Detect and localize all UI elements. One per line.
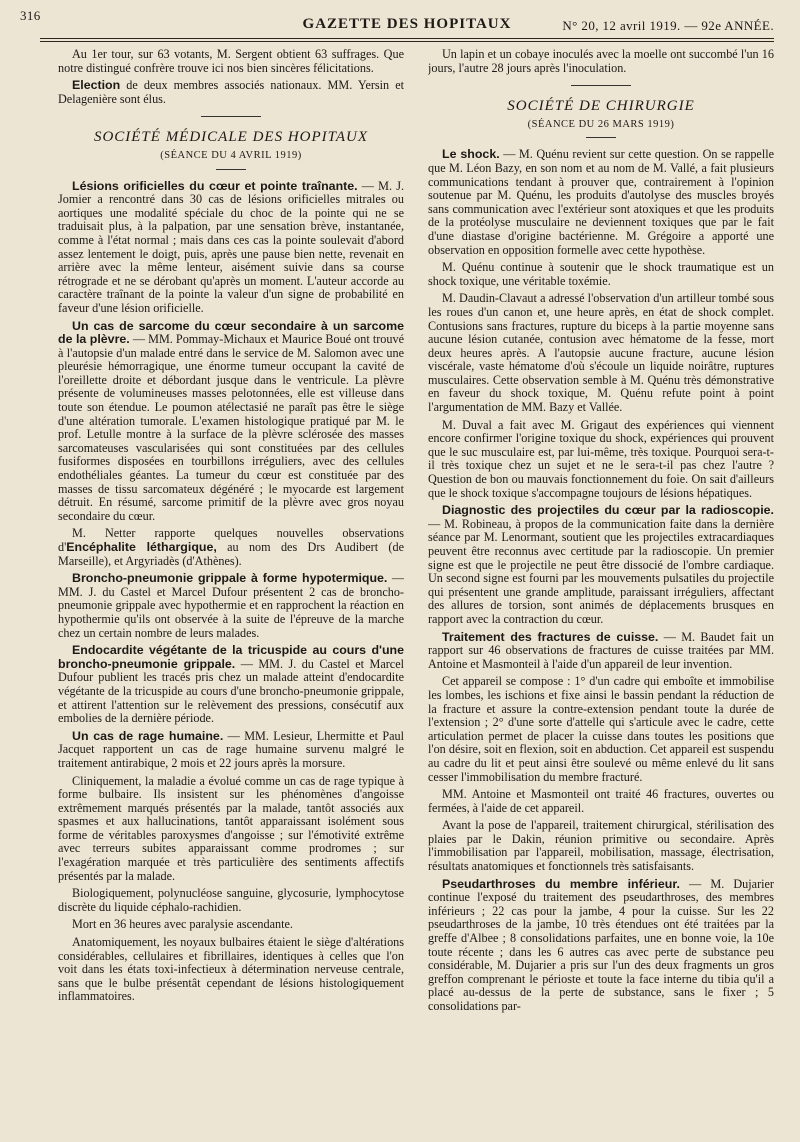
article-text: — M. J. Jomier a rencontré dans 30 cas de lésions orificielles mitrales ou aortiques une modalité spéciale du choc de la pointe qui ne se traduisait plus, à la palpation, par une sensation brève, instantanée, comme à l'état normal ; mais dans ces cas la pointe soulevait d'abord assez lentement le doigt, puis, après une pause bien nette, revenait en arrière avec la même lenteur, aisément suivie dans sa course rétrograde et ne se dérobant qu'après un moment. L'auteur accorde au caractère traînant de la pointe la valeur d'un signe de probabilité en faveur d'une lésion orificielle.	[58, 178, 404, 315]
left-column	[58, 48, 404, 1134]
article-text: au nom des Drs Audibert (de Marseille), et Argyriadès (d'Athènes).	[58, 540, 404, 568]
separator-rule	[201, 116, 261, 117]
article	[428, 878, 774, 1014]
article	[58, 320, 404, 524]
issue-info: N° 20, 12 avril 1919. — 92e ANNÉE.	[562, 18, 774, 33]
article-title: Un cas de sarcome du cœur secondaire à un sarcome de la plèvre.	[58, 318, 404, 347]
article-title: Diagnostic des projectiles du cœur par la radioscopie.	[442, 503, 774, 518]
article-text: — M. Dujarier continue l'exposé du traitement des pseudarthroses, des membres inférieurs ; 22 cas pour la jambe, 4 pour la cuisse. Sur les 22 pseudarthroses de la jambe, 10 très étendues ont été traitées par la greffe d'Albee ; 8 consolidations parfaites, une en bonne voie, la 10e toute récente ; dans les 6 autres cas avec perte de substance peu considérable, M. Dujarier a pris sur l'un des deux fragments un gros greffon comprenant le périoste et toute la face interne du tibia qu'il a placé au-dessus de la perte de substance, sans le fixer ; 5 consolidations par-	[428, 876, 774, 1013]
article-text: — M. Robineau, à propos de la communication faite dans la dernière séance par M. Lenormant, soutient que les projectiles extracardiaques peuvent être reconnus avec certitude par la radioscopie. Un premier signe est que le projectile ne peut être dissocié de l'ombre cardiaque. Un second signe est fourni par les mouvements pulsatiles du projectile qui présentent une grande amplitude, paraissant irréguliers, affectant des allures de torsion, sont animés de déplacements brusques en rapport avec la contraction du cœur.	[428, 516, 774, 626]
article	[58, 730, 404, 771]
article-text: — MM. J. du Castel et Marcel Dufour présentent 2 cas de broncho-pneumonie grippale avec hypothermie et en rapprochent la réaction en hypothermie qu'ils ont observée à la suite de l'épreuve de la marche chez un certain nombre de leurs malades.	[58, 571, 404, 640]
article-text: — M. Quénu revient sur cette question. On se rappelle que M. Léon Bazy, en son nom et au nom de M. Vallé, a fait plusieurs communications tendant à prouver que, contrairement à l'opinion soutenue par M. Quénu, les produits d'autolyse des muscles broyés sans communication avec l'extérieur sont atoxiques et que les produits de la protéolyse musculaire ne deviennent toxiques que par le fait d'une diastase d'origine bactérienne. M. Grégoire a apporté une observation en opposition formelle avec cette hypothèse.	[428, 147, 774, 257]
paragraph: Au 1er tour, sur 63 votants, M. Sergent obtient 63 suffrages. Que notre distingué confrère trouve ici nos bien sincères félicitations.	[58, 48, 404, 75]
section-lead: Election	[72, 78, 121, 93]
text-columns	[58, 48, 774, 1134]
article-title: Broncho-pneumonie grippale à forme hypotermique.	[72, 571, 388, 586]
paragraph: MM. Antoine et Masmonteil ont traité 46 fractures, ouvertes ou fermées, à l'aide de cet appareil.	[428, 787, 774, 815]
short-rule	[586, 137, 616, 138]
society-title: SOCIÉTÉ MÉDICALE DES HOPITAUX	[93, 129, 369, 146]
article-text: M. Netter rapporte quelques nouvelles observations d'	[58, 526, 404, 554]
article	[428, 504, 774, 626]
header-rule	[40, 38, 774, 39]
article-text: — MM. J. du Castel et Marcel Dufour publient les tracés pris chez un malade atteint d'endocardite végétante de la tricuspide au cours d'une broncho-pneumonie grippale, et attirent l'attention sur le relèvement des pressions, consécutif aux embolies de la dernière période.	[58, 656, 404, 726]
paragraph: Cet appareil se compose : 1° d'un cadre qui emboîte et immobilise les lombes, les ischions et fixe ainsi le bassin pendant la réduction de la fracture et assure la contre-extension pendant toute la durée de l'extension ; 2° d'une sorte d'attelle qui s'articule avec le cadre, cette articulation permet de placer la cuisse dans toutes les positions que l'on désire, soit en flexion, soit en abduction. Cet appareil est suspendu au cadre du lit et peut ainsi être soulevé ou même enlevé du lit sans cesser l'immobilisation du membre fracturé.	[428, 674, 774, 784]
article-text: — MM. Pommay-Michaux et Maurice Boué ont trouvé à l'autopsie d'un malade entré dans le service de M. Salomon avec une pleurésie hémorragique, une énorme tumeur occupant la cavité de l'oreillette droite et débordant jusque dans le ventricule. La plèvre présente de volumineuses masses pelotonnées, elle est villeuse dans toute son étendue. Le poumon atélectasié ne paraît pas être le siège d'une altération tumorale. L'examen histologique pratiqué par M. le prof. Letulle montre à la surface de la plèvre sclérosée des masses sarcomateuses vascularisées qui sont constituées par des cellules fusiformes disposées en tourbillons irréguliers, avec des cellules endothéliales géantes. La tumeur du cœur est constituée par des masses de tissu sarcomateux dégénéré ; le myocarde est largement détruit. En résumé, sarcome primitif de la plèvre avec gros noyau secondaire du cœur.	[58, 332, 404, 523]
paragraph	[58, 79, 404, 106]
article-title: Pseudarthroses du membre inférieur.	[442, 876, 680, 891]
article	[58, 644, 404, 726]
article	[58, 527, 404, 568]
article-title: Encéphalite léthargique,	[66, 540, 217, 554]
paragraph-text: de deux membres associés nationaux. MM. Yersin et Delagenière sont élus.	[58, 78, 404, 106]
paragraph: Anatomiquement, les noyaux bulbaires étaient le siège d'altérations considérables, cellulaires et fibrillaires, identiques à celles que l'on voit dans les états toxi-infectieux à détermination nerveuse centrale, sans que le bulbe présentât cependant de lésions histologiquement inflammatoires.	[58, 935, 404, 1004]
page-header	[20, 6, 774, 38]
article-title: Un cas de rage humaine.	[72, 728, 224, 743]
society-title: SOCIÉTÉ DE CHIRURGIE	[507, 98, 695, 115]
paragraph: Avant la pose de l'appareil, traitement chirurgical, stérilisation des plaies par le Dakin, réunion primitive ou secondaire. Après l'immobilisation par l'appareil, mobilisation, massage, électrisation, résultats anatomiques et fonctionnels très satisfaisants.	[428, 818, 774, 874]
article-text: — M. Baudet fait un rapport sur 46 observations de fractures de cuisse traitées par MM. Antoine et Masmonteil à l'aide d'un appareil de leur invention.	[428, 629, 774, 671]
paragraph: Mort en 36 heures avec paralysie ascendante.	[72, 917, 293, 932]
header-rule-double	[40, 41, 774, 42]
article-title: Endocardite végétante de la tricuspide au cours d'une broncho-pneumonie grippale.	[58, 643, 404, 671]
article-title: Traitement des fractures de cuisse.	[442, 629, 659, 644]
journal-title: GAZETTE DES HOPITAUX	[302, 16, 512, 32]
paragraph: Cliniquement, la maladie a évolué comme un cas de rage typique à forme bulbaire. Ils insistent sur les phénomènes d'angoisse extrêmement marqués présentés par la malade, tantôt associés aux spasmes et aux hallucinations, tantôt apparaissant isolément sous forme de véritables paroxysmes d'angoisse ; sur l'émotivité extrême avec terreurs subites apparaissant comme prodromes ; sur l'exagération marquée et très particulière des sentiments affectifs présentés par la malade.	[58, 773, 404, 883]
article	[428, 148, 774, 257]
paragraph: M. Daudin-Clavaut a adressé l'observation d'un artilleur tombé sous les roues d'un canon et, une heure après, en état de shock complet. Contusions sans fractures, rupture du biceps à la partie moyenne sans aucune lésion cutanée, contusion avec hématome de la fesse, mort deux heures après. A l'autopsie aucune fracture, aucune lésion viscérale, vaste hématome d'où s'écoule un liquide noirâtre, ruptures musculaires. Cette observation semble à M. Quénu très démonstrative en faveur du shock toxique, M. Quénu refute point à point l'argumentation de MM. Bazy et Vallée.	[428, 291, 774, 415]
article-title: Lésions orificielles du cœur et pointe traînante.	[72, 178, 358, 193]
paragraph: Biologiquement, polynucléose sanguine, glycosurie, lymphocytose discrète du liquide céphalo-rachidien.	[58, 886, 404, 914]
seance-date: (SÉANCE DU 4 AVRIL 1919)	[160, 149, 302, 161]
paragraph: M. Quénu continue à soutenir que le shock traumatique est un shock toxique, une véritable toxémie.	[428, 260, 774, 288]
paragraph: M. Duval a fait avec M. Grigaut des expériences qui viennent encore confirmer l'origine toxique du shock, expériences qui prouvent que le suc musculaire est, par lui-même, très toxique. Pourquoi sera-t-il très toxique chez un sujet et ne le sera-t-il pas chez l'autre ? Question de bon ou mauvais fonctionnement du foie. On sait d'ailleurs que le shock toxique s'accompagne toujours de lésions hépatiques.	[428, 417, 774, 500]
article-title: Le shock.	[442, 147, 500, 162]
article-text: — MM. Lesieur, Lhermitte et Paul Jacquet rapportent un cas de rage humaine survenu malgré le traitement antirabique, 2 mois et 22 jours après la morsure.	[58, 728, 404, 770]
article	[428, 631, 774, 672]
short-rule	[216, 169, 246, 170]
paragraph: Un lapin et un cobaye inoculés avec la moelle ont succombé l'un 16 jours, l'autre 28 jours après l'inoculation.	[428, 48, 774, 75]
page-number: 316	[20, 8, 41, 23]
seance-date: (SÉANCE DU 26 MARS 1919)	[527, 118, 675, 130]
right-column	[428, 48, 774, 1134]
article	[58, 180, 404, 316]
separator-rule	[571, 85, 631, 86]
article	[58, 572, 404, 640]
